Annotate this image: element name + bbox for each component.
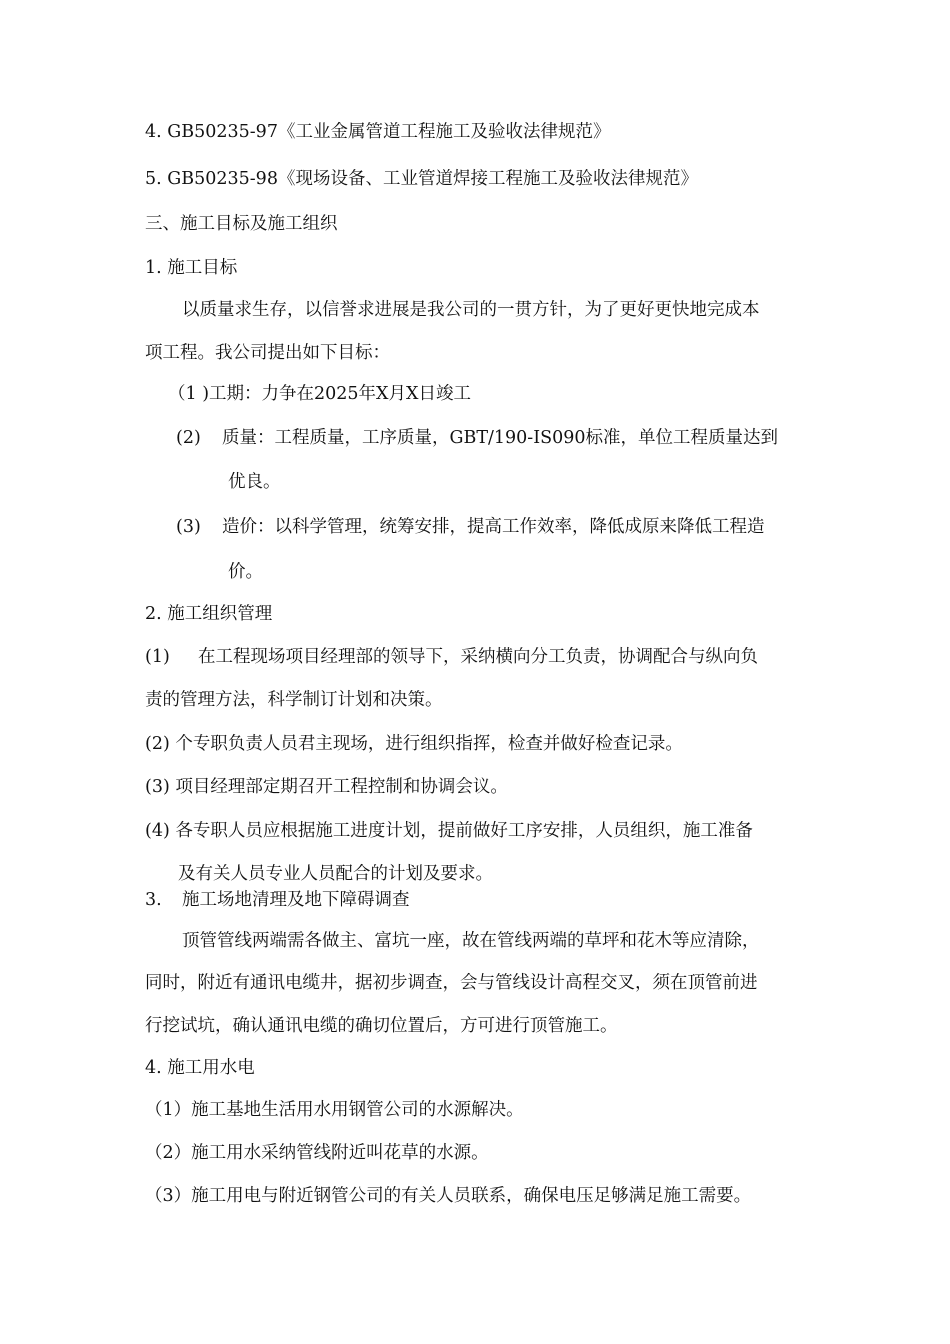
management-item-1-line-2: 责的管理方法，科学制订计划和决策。 bbox=[145, 690, 443, 710]
utilities-item-3: （3）施工用电与附近钢管公司的有关人员联系，确保电压足够满足施工需要。 bbox=[145, 1186, 752, 1206]
goal-item-1: （1 )工期：力争在2025年X月X日竣工 bbox=[168, 384, 471, 404]
site-paragraph-line-3: 行挖试坑，确认通讯电缆的确切位置后，方可进行顶管施工。 bbox=[145, 1016, 618, 1036]
goals-intro-line-1: 以质量求生存，以信誉求进展是我公司的一贯方针，为了更好更快地完成本 bbox=[182, 300, 760, 320]
utilities-heading: 4. 施工用水电 bbox=[145, 1058, 255, 1078]
management-item-4-line-2: 及有关人员专业人员配合的计划及要求。 bbox=[178, 864, 493, 884]
management-item-2: (2) 个专职负责人员君主现场，进行组织指挥，检查并做好检查记录。 bbox=[145, 734, 683, 754]
section-3-heading: 三、施工目标及施工组织 bbox=[145, 214, 338, 234]
management-item-3: (3) 项目经理部定期召开工程控制和协调会议。 bbox=[145, 777, 508, 797]
reference-5: 5. GB50235-98《现场设备、工业管道焊接工程施工及验收法律规范》 bbox=[145, 169, 698, 189]
site-paragraph-line-2: 同时，附近有通讯电缆井，据初步调查，会与管线设计高程交叉，须在顶管前进 bbox=[145, 973, 758, 993]
goals-heading: 1. 施工目标 bbox=[145, 258, 238, 278]
reference-4: 4. GB50235-97《工业金属管道工程施工及验收法律规范》 bbox=[145, 122, 611, 142]
management-heading: 2. 施工组织管理 bbox=[145, 604, 273, 624]
utilities-item-2: （2）施工用水采纳管线附近叫花草的水源。 bbox=[145, 1143, 489, 1163]
site-heading: 施工场地清理及地下障碍调查 bbox=[182, 890, 410, 910]
management-item-1-line-1: 在工程现场项目经理部的领导下，采纳横向分工负责，协调配合与纵向负 bbox=[198, 647, 758, 667]
management-item-1-number: (1) bbox=[145, 647, 170, 667]
goal-item-2-number: (2) bbox=[176, 428, 201, 448]
goal-item-2-line-2: 优良。 bbox=[228, 472, 281, 492]
goal-item-3-number: (3) bbox=[176, 517, 201, 537]
site-heading-number: 3. bbox=[145, 890, 162, 910]
goal-item-3-line-1: 造价：以科学管理，统筹安排，提高工作效率，降低成原来降低工程造 bbox=[222, 517, 765, 537]
goal-item-2-line-1: 质量：工程质量，工序质量，GBT/190-IS090标准，单位工程质量达到 bbox=[222, 428, 779, 448]
management-item-4-line-1: (4) 各专职人员应根据施工进度计划，提前做好工序安排，人员组织，施工准备 bbox=[145, 821, 753, 841]
site-paragraph-line-1: 顶管管线两端需各做主、富坑一座，故在管线两端的草坪和花木等应清除， bbox=[182, 931, 760, 951]
utilities-item-1: （1）施工基地生活用水用钢管公司的水源解决。 bbox=[145, 1100, 524, 1120]
goal-item-3-line-2: 价。 bbox=[228, 562, 263, 582]
goals-intro-line-2: 项工程。我公司提出如下目标： bbox=[145, 343, 390, 363]
